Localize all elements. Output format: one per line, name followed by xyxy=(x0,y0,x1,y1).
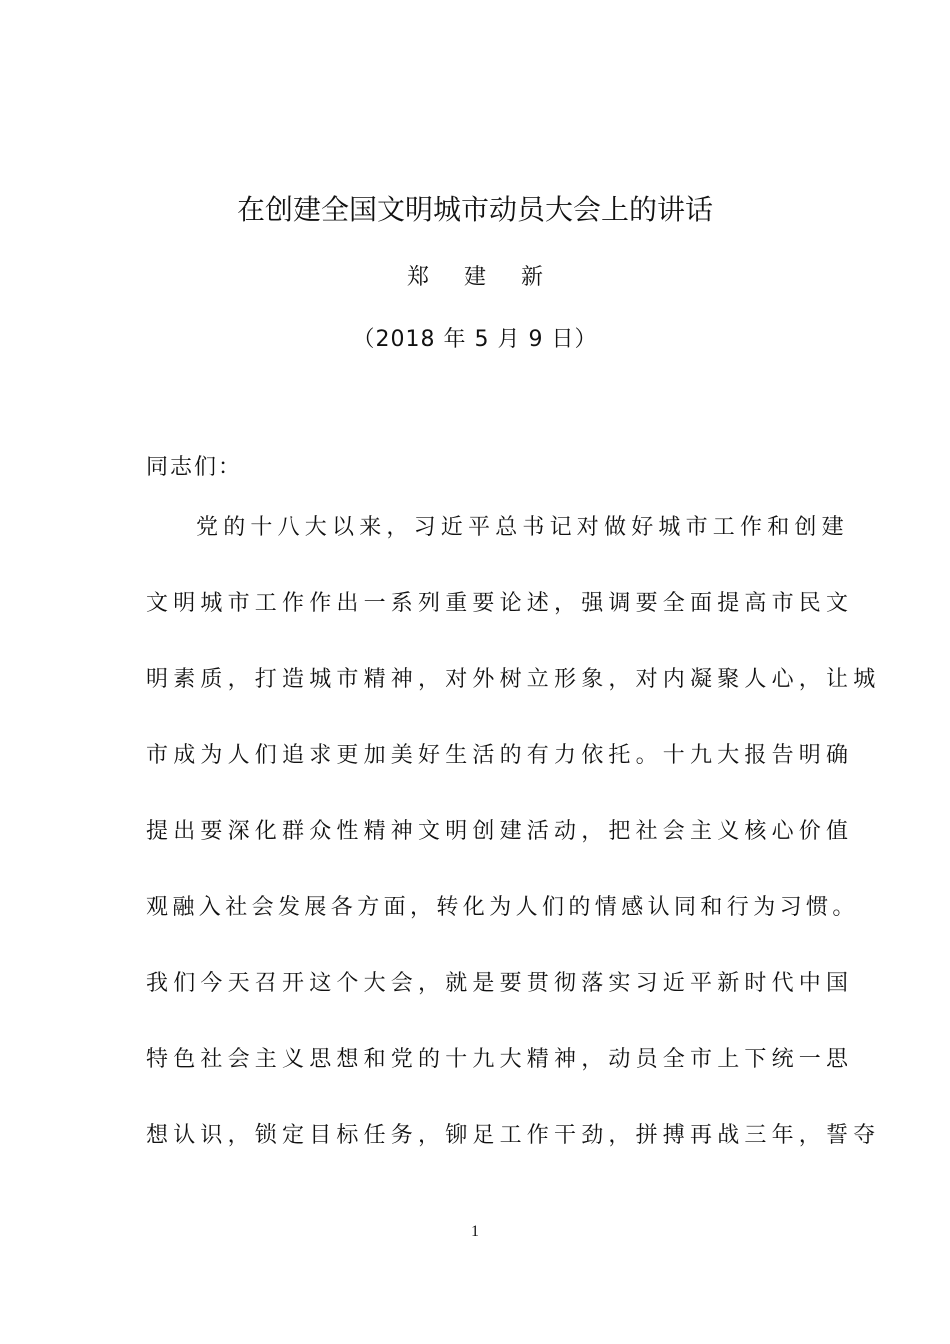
body-line: 想认识，锁定目标任务，铆足工作干劲，拼搏再战三年，誓夺 xyxy=(146,1123,881,1148)
salutation: 同志们： xyxy=(146,455,243,480)
author-name: 郑 建 新 xyxy=(407,265,557,290)
document-title: 在创建全国文明城市动员大会上的讲话 xyxy=(236,193,713,226)
body-line: 特色社会主义思想和党的十九大精神，动员全市上下统一思 xyxy=(146,1047,854,1072)
body-line: 党的十八大以来，习近平总书记对做好城市工作和创建 xyxy=(196,515,849,540)
body-line: 我们今天召开这个大会，就是要贯彻落实习近平新时代中国 xyxy=(146,971,854,996)
speech-date: （2018 年 5 月 9 日） xyxy=(352,327,598,352)
page-number: 1 xyxy=(471,1223,479,1240)
body-line: 文明城市工作作出一系列重要论述，强调要全面提高市民文 xyxy=(146,591,854,616)
body-line: 明素质，打造城市精神，对外树立形象，对内凝聚人心，让城 xyxy=(146,667,881,692)
body-line: 市成为人们追求更加美好生活的有力依托。十九大报告明确 xyxy=(146,743,854,768)
body-line: 提出要深化群众性精神文明创建活动，把社会主义核心价值 xyxy=(146,819,854,844)
body-line: 观融入社会发展各方面，转化为人们的情感认同和行为习惯。 xyxy=(146,895,859,920)
